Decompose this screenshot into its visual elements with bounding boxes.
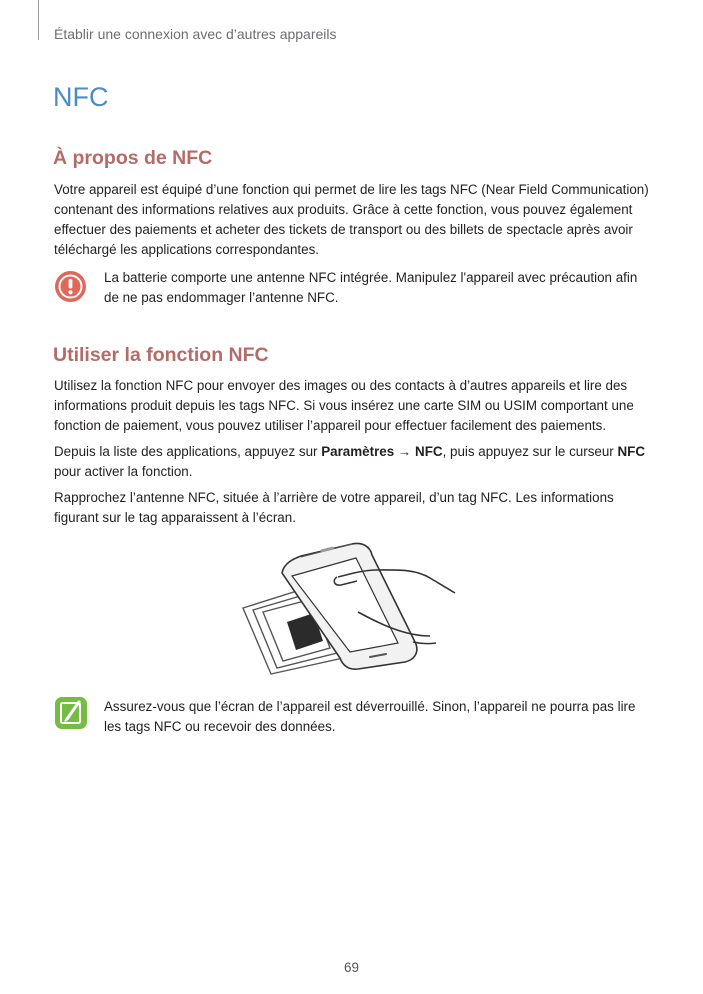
nfc-menu-label: NFC	[415, 444, 443, 459]
phone-over-nfc-tag-illustration	[240, 540, 465, 680]
usage-paragraph: Utilisez la fonction NFC pour envoyer des images ou des contacts à d’autres appareils et lire des informations produit depuis les tags NFC. Si vous insérez une carte SIM ou USIM comportant une fonction de paiement, vous pouvez utiliser l’appareil pour effectuer facilement des paiements.	[54, 378, 634, 433]
note-icon	[55, 697, 87, 734]
info-note: Assurez-vous que l’écran de l’appareil est déverrouillé. Sinon, l’appareil ne pourra pas lire les tags NFC ou recevoir des données.	[104, 699, 636, 734]
running-header: Établir une connexion avec d’autres appareils	[54, 26, 337, 42]
intro-paragraph: Votre appareil est équipé d’une fonction qui permet de lire les tags NFC (Near Field Communication) contenant des informations relatives aux produits. Grâce à cette fonction, vous pouvez également effectuer des paiements et acheter des tickets de transport ou des billets de spectacle après avoir téléchargé les applications correspondantes.	[54, 182, 649, 257]
caution-note: La batterie comporte une antenne NFC intégrée. Manipulez l'appareil avec précaution afin de ne pas endommager l’antenne NFC.	[104, 270, 638, 305]
margin-rule	[38, 0, 39, 40]
settings-instruction: Depuis la liste des applications, appuyez sur Paramètres → NFC, puis appuyez sur le curseur NFC pour activer la fonction.	[54, 444, 646, 479]
settings-label: Paramètres	[321, 444, 395, 459]
tag-paragraph: Rapprochez l’antenne NFC, située à l’arrière de votre appareil, d’un tag NFC. Les informations figurant sur le tag apparaissent à l’écran.	[54, 490, 614, 525]
chapter-title: NFC	[53, 82, 109, 112]
section-heading-use-nfc: Utiliser la fonction NFC	[53, 344, 269, 366]
nfc-switch-label: NFC	[617, 444, 646, 459]
page-number: 69	[343, 960, 360, 975]
section-heading-about-nfc: À propos de NFC	[53, 147, 213, 169]
caution-icon	[54, 270, 87, 308]
